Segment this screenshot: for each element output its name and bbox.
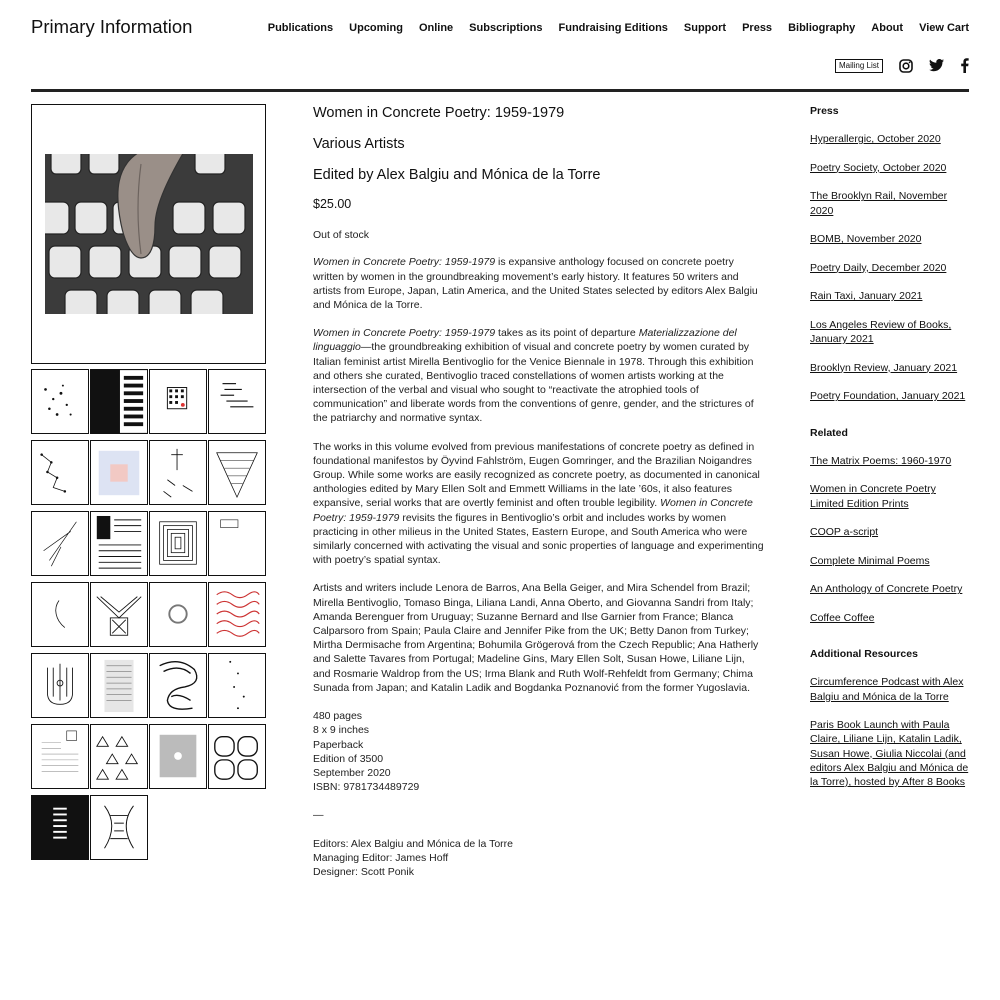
title-italic: Women in Concrete Poetry: 1959-1979 bbox=[313, 256, 496, 269]
thumbnail[interactable] bbox=[208, 582, 266, 647]
press-link[interactable]: Brooklyn Review, January 2021 bbox=[810, 361, 958, 374]
thumbnail[interactable] bbox=[90, 440, 148, 505]
press-link[interactable]: Poetry Foundation, January 2021 bbox=[810, 390, 966, 403]
nav-view-cart[interactable]: View Cart bbox=[919, 22, 969, 34]
thumbnail[interactable] bbox=[90, 582, 148, 647]
paragraph-text: —the groundbreaking exhibition of visual and concrete poetry by women curated by Italian feminist artist Mirella Bentivoglio for the Venice Biennale in 1978. Through this exhibition and others she curated, Bentivoglio traced constellations of women artists working at the intersection of the verbal and visual who sought to “reactivate the atrophied tools of communication” and liberate words from the conventions of genre, gender, and the strictures of the patriarchy and normative syntax. bbox=[313, 341, 754, 425]
site-title[interactable]: Primary Information bbox=[31, 16, 193, 37]
social-bar bbox=[835, 58, 969, 73]
thumbnail-gallery bbox=[31, 369, 267, 860]
resources-section bbox=[810, 647, 970, 789]
artists-paragraph: Artists and writers include Lenora de Barros, Ana Bella Geiger, and Mira Schendel from Brazil; Mirella Bentivoglio, Tomaso Binga, Liliana Landi, Anna Oberto, and Giovanna Sandri from Italy; Amanda Berenguer from Uruguay; Suzanne Bernard and Ilse Garnier from France; Blanca Calparsoro from Spain; Paula Claire and Jennifer Pike from the UK; Betty Danon from Turkey; Mirtha Dermisache from Argentina; Bohumila Grögerová from the Czech Republic; Ana Hatherly and Salette Tavares from Portugal; Madeline Gins, Mary Ellen Solt, Susan Howe, Liliane Lijn, and Rosmarie Waldrop from the US; Irma Blank and Ruth Wolf-Rehfeldt from Germany; Chima Sunada from Japan; and Katalin Ladik and Bogdanka Poznanović from the former Yugoslavia. bbox=[313, 582, 759, 694]
twitter-icon[interactable] bbox=[929, 59, 944, 72]
thumbnail[interactable] bbox=[149, 511, 207, 576]
nav-subscriptions[interactable]: Subscriptions bbox=[469, 22, 543, 34]
spec-edition: Edition of 3500 bbox=[313, 752, 384, 765]
main-product-image[interactable] bbox=[31, 104, 266, 364]
thumbnail[interactable] bbox=[208, 511, 266, 576]
nav-publications[interactable]: Publications bbox=[267, 22, 334, 34]
related-link[interactable]: Women in Concrete Poetry Limited Edition Prints bbox=[810, 483, 936, 510]
main-nav bbox=[268, 22, 969, 34]
sidebar bbox=[810, 104, 970, 811]
nav-support[interactable]: Support bbox=[683, 22, 727, 34]
mailing-list-button[interactable]: Mailing List bbox=[835, 59, 883, 73]
spec-isbn: ISBN: 9781734489729 bbox=[313, 781, 420, 794]
thumbnail[interactable] bbox=[31, 511, 89, 576]
product-title: Women in Concrete Poetry: 1959-1979 bbox=[313, 105, 565, 121]
press-link[interactable]: Poetry Daily, December 2020 bbox=[810, 261, 947, 274]
nav-upcoming[interactable]: Upcoming bbox=[349, 22, 403, 34]
paragraph-text: is expansive anthology focused on concrete poetry written by women in the groundbreaking movement’s early history. It features 50 writers and artists from Europe, Japan, Latin America, and the United States selected by editors Alex Balgiu and Mónica de la Torre. bbox=[313, 256, 758, 312]
thumbnail[interactable] bbox=[208, 724, 266, 789]
exhibition-italic: Materializzazione del linguaggio bbox=[313, 327, 737, 354]
product-price: $25.00 bbox=[313, 197, 352, 211]
spec-binding: Paperback bbox=[313, 738, 364, 751]
thumbnail[interactable] bbox=[208, 440, 266, 505]
resource-link[interactable]: Paris Book Launch with Paula Claire, Liliane Lijn, Katalin Ladik, Susan Howe, Giulia Niccolai (and editors Alex Balgiu and Mónica de la Torre), hosted by After 8 Books bbox=[810, 719, 969, 788]
nav-about[interactable]: About bbox=[871, 22, 904, 34]
specs-list bbox=[313, 709, 765, 794]
thumbnail[interactable] bbox=[31, 369, 89, 434]
press-link[interactable]: BOMB, November 2020 bbox=[810, 233, 922, 246]
thumbnail[interactable] bbox=[149, 440, 207, 505]
description-paragraph bbox=[313, 326, 765, 425]
credit-editors: Editors: Alex Balgiu and Mónica de la Torre bbox=[313, 837, 514, 850]
related-link[interactable]: Coffee Coffee bbox=[810, 611, 875, 624]
thumbnail[interactable] bbox=[31, 440, 89, 505]
thumbnail[interactable] bbox=[31, 653, 89, 718]
resource-link[interactable]: Circumference Podcast with Alex Balgiu and Mónica de la Torre bbox=[810, 676, 964, 703]
paragraph-text: revisits the figures in Bentivoglio’s orbit and includes works by women practicing in other milieus in the United States, Eastern Europe, and South America who were similarly concerned with activating the visual and sonic properties of language and experimenting with poetry’s spatial syntax. bbox=[313, 511, 764, 567]
nav-press[interactable]: Press bbox=[742, 22, 773, 34]
stock-status: Out of stock bbox=[313, 229, 370, 242]
related-link[interactable]: Complete Minimal Poems bbox=[810, 554, 930, 567]
thumbnail[interactable] bbox=[90, 511, 148, 576]
product-artists: Various Artists bbox=[313, 136, 405, 152]
typewriter-tongue-photo bbox=[45, 154, 253, 314]
nav-online[interactable]: Online bbox=[418, 22, 454, 34]
thumbnail[interactable] bbox=[31, 724, 89, 789]
credit-designer: Designer: Scott Ponik bbox=[313, 865, 414, 878]
press-link[interactable]: Hyperallergic, October 2020 bbox=[810, 133, 941, 146]
thumbnail[interactable] bbox=[90, 724, 148, 789]
thumbnail[interactable] bbox=[149, 582, 207, 647]
spec-date: September 2020 bbox=[313, 766, 391, 779]
description-paragraph bbox=[313, 440, 765, 568]
press-link[interactable]: Los Angeles Review of Books, January 2021 bbox=[810, 318, 952, 346]
thumbnail[interactable] bbox=[90, 795, 148, 860]
header-divider bbox=[31, 89, 969, 92]
credits-list bbox=[313, 837, 765, 880]
press-link[interactable]: The Brooklyn Rail, November 2020 bbox=[810, 190, 948, 217]
thumbnail[interactable] bbox=[31, 582, 89, 647]
press-link[interactable]: Poetry Society, October 2020 bbox=[810, 161, 947, 174]
related-heading: Related bbox=[810, 426, 848, 439]
press-link[interactable]: Rain Taxi, January 2021 bbox=[810, 290, 923, 303]
title-italic: Women in Concrete Poetry: 1959-1979 bbox=[313, 497, 753, 524]
spec-dimensions: 8 x 9 inches bbox=[313, 724, 370, 737]
instagram-icon[interactable] bbox=[899, 59, 913, 73]
thumbnail[interactable] bbox=[149, 653, 207, 718]
nav-fundraising-editions[interactable]: Fundraising Editions bbox=[558, 22, 668, 34]
thumbnail[interactable] bbox=[149, 369, 207, 434]
press-heading: Press bbox=[810, 105, 839, 117]
paragraph-text: The works in this volume evolved from previous manifestations of concrete poetry as defined in foundational manifestos by Öyvind Fahlström, Eugen Gomringer, and the Brazilian Noigandres Group. While some works are easily recognized as concrete poetry, as documented in canonical anthologies edited by Mary Ellen Solt and Emmett Williams in the late ’60s, it also features expansive, serial works that are overtly feminist and often trouble legibility. bbox=[313, 440, 760, 510]
paragraph-text: takes as its point of departure bbox=[495, 327, 639, 340]
related-section bbox=[810, 426, 970, 626]
description-paragraph bbox=[313, 255, 765, 312]
thumbnail[interactable] bbox=[90, 369, 148, 434]
press-section bbox=[810, 104, 970, 404]
product-editors: Edited by Alex Balgiu and Mónica de la Torre bbox=[313, 167, 601, 183]
nav-bibliography[interactable]: Bibliography bbox=[788, 22, 856, 34]
separator-dash: — bbox=[313, 809, 324, 822]
resources-heading: Additional Resources bbox=[810, 648, 918, 661]
facebook-icon[interactable] bbox=[960, 58, 969, 73]
thumbnail[interactable] bbox=[149, 724, 207, 789]
thumbnail[interactable] bbox=[90, 653, 148, 718]
title-italic: Women in Concrete Poetry: 1959-1979 bbox=[313, 327, 496, 340]
related-link[interactable]: An Anthology of Concrete Poetry bbox=[810, 583, 963, 596]
spec-pages: 480 pages bbox=[313, 710, 363, 723]
credit-managing-editor: Managing Editor: James Hoff bbox=[313, 851, 449, 864]
thumbnail[interactable] bbox=[208, 653, 266, 718]
thumbnail[interactable] bbox=[31, 795, 89, 860]
related-link[interactable]: COOP a-script bbox=[810, 526, 879, 539]
related-link[interactable]: The Matrix Poems: 1960-1970 bbox=[810, 454, 952, 467]
product-details bbox=[313, 104, 765, 893]
thumbnail[interactable] bbox=[208, 369, 266, 434]
